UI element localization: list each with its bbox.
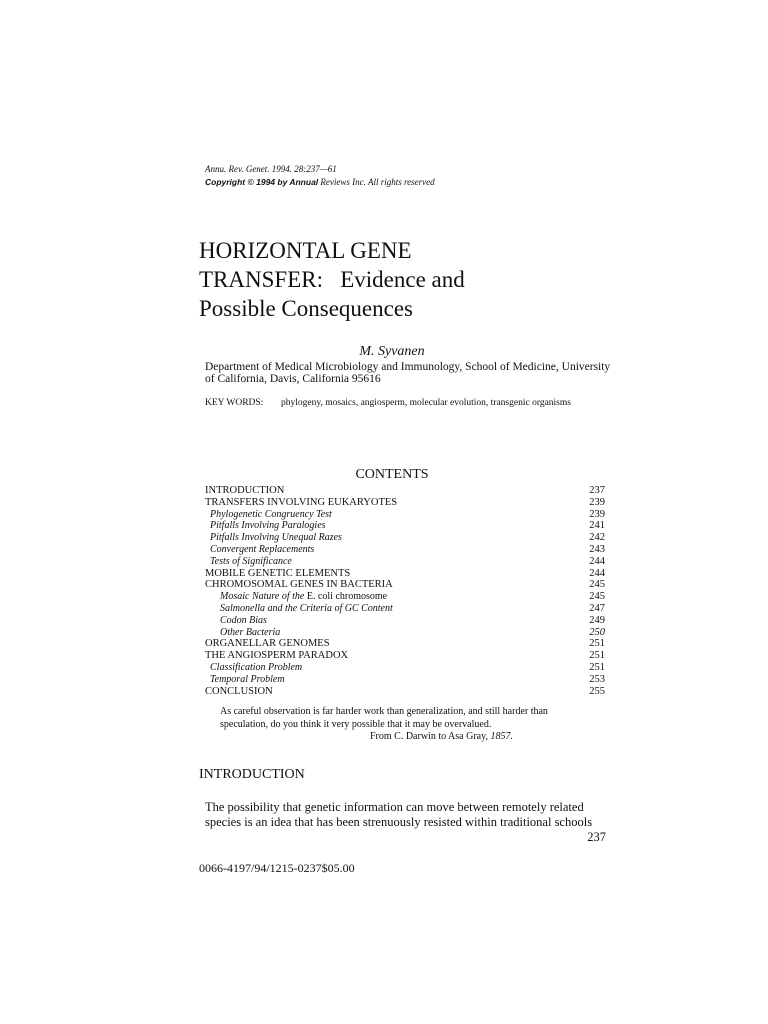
toc-entry xyxy=(205,638,605,650)
copyright-line xyxy=(205,177,435,187)
keywords xyxy=(205,398,571,408)
toc-entry xyxy=(205,497,605,509)
footer-code: 0066-4197/94/1215-0237$05.00 xyxy=(199,861,355,875)
toc-entry-page: 244 xyxy=(589,567,605,579)
toc-entry-title: Tests of Significance xyxy=(210,555,292,567)
toc-entry-title: Pitfalls Involving Paralogies xyxy=(210,520,326,532)
toc-entry xyxy=(205,532,605,544)
toc-entry-page: 245 xyxy=(589,579,605,591)
toc-entry-title xyxy=(205,603,393,615)
article-title xyxy=(199,236,465,323)
toc-entry xyxy=(205,520,605,532)
toc-entry-title xyxy=(205,591,387,603)
author-name: M. Syvanen xyxy=(359,344,425,359)
toc-entry-page: 251 xyxy=(589,638,605,650)
toc-entry xyxy=(205,603,605,615)
toc-entry xyxy=(205,579,605,591)
keywords-text: phylogeny, mosaics, angiosperm, molecular evolution, transgenic organisms xyxy=(281,398,571,408)
toc-entry-page: 255 xyxy=(589,685,605,697)
toc-entry-page: 251 xyxy=(589,661,605,673)
toc-entry-title: MOBILE GENETIC ELEMENTS xyxy=(205,567,351,579)
contents-heading: CONTENTS xyxy=(355,467,429,482)
toc-entry-title: Temporal Problem xyxy=(210,673,285,685)
toc-entry-page: 239 xyxy=(589,508,605,520)
toc-entry xyxy=(205,674,605,686)
toc-entry-title-italic: Codon Bias xyxy=(220,614,267,626)
epigraph-line: As careful observation is far harder work than generalization, and still harder than xyxy=(220,706,548,717)
toc-entry-page: 245 xyxy=(589,591,605,603)
toc-entry xyxy=(205,686,605,698)
toc-entry xyxy=(205,556,605,568)
epigraph-attribution xyxy=(220,731,580,744)
title-line: Possible Consequences xyxy=(199,296,414,321)
toc-entry-title-roman: E. coli chromosome xyxy=(304,591,388,603)
toc-entry-title: ORGANELLAR GENOMES xyxy=(205,638,330,650)
toc-entry-page: 239 xyxy=(589,496,605,508)
toc-entry-title-italic: Mosaic Nature of the xyxy=(220,591,305,603)
toc-entry-page: 247 xyxy=(589,602,605,614)
body-paragraph: The possibility that genetic information can move between remotely related species is an idea that has been strenuously resisted within traditional schools xyxy=(205,800,593,829)
toc-entry-page: 253 xyxy=(589,673,605,685)
toc-entry-title: INTRODUCTION xyxy=(205,485,285,496)
attribution-year: 1857. xyxy=(490,731,513,742)
toc-entry xyxy=(205,650,605,662)
toc-entry-title-italic: Other Bacteria xyxy=(220,626,281,638)
toc-entry-page: 237 xyxy=(589,485,605,496)
toc-entry xyxy=(205,615,605,627)
toc-entry-title xyxy=(205,627,280,639)
toc-entry-page: 251 xyxy=(589,650,605,662)
toc-entry xyxy=(205,662,605,674)
toc-entry xyxy=(205,591,605,603)
journal-reference: Annu. Rev. Genet. 1994. 28:237—61 xyxy=(205,164,337,174)
toc-entry-title xyxy=(205,615,267,627)
toc-entry-title: CHROMOSOMAL GENES IN BACTERIA xyxy=(205,579,393,591)
toc-entry-page: 241 xyxy=(589,520,605,532)
epigraph xyxy=(220,706,580,744)
page-number: 237 xyxy=(587,830,606,844)
section-heading: INTRODUCTION xyxy=(199,767,305,782)
attribution-text: From C. Darwin to Asa Gray, xyxy=(370,731,491,742)
toc-entry xyxy=(205,509,605,521)
toc-entry-title: Convergent Replacements xyxy=(210,543,315,555)
toc-entry-title: Phylogenetic Congruency Test xyxy=(210,508,332,520)
title-line: TRANSFER: Evidence and xyxy=(199,267,465,292)
toc-entry-title: TRANSFERS INVOLVING EUKARYOTES xyxy=(205,496,398,508)
toc-entry-page: 244 xyxy=(589,555,605,567)
toc-entry-title: THE ANGIOSPERM PARADOX xyxy=(205,650,349,662)
author-affiliation: Department of Medical Microbiology and Immunology, School of Medicine, University of California, Davis, California 95616 xyxy=(205,361,611,385)
toc-entry-page: 242 xyxy=(589,532,605,544)
toc-entry-title: CONCLUSION xyxy=(205,685,273,697)
toc-entry-page: 250 xyxy=(589,626,605,638)
toc-entry-page: 243 xyxy=(589,543,605,555)
copyright-rest: Reviews Inc. All rights reserved xyxy=(318,177,435,187)
table-of-contents xyxy=(205,485,605,697)
keywords-label: KEY WORDS: xyxy=(205,398,264,408)
toc-entry-title: Pitfalls Involving Unequal Razes xyxy=(210,532,342,544)
title-line: HORIZONTAL GENE xyxy=(199,238,412,263)
toc-entry-title-italic: Salmonella and the Criteria of GC Content xyxy=(220,602,393,614)
copyright-bold: Copyright © 1994 by Annual xyxy=(205,177,319,187)
toc-entry-title: Classification Problem xyxy=(210,661,303,673)
toc-entry-page: 249 xyxy=(589,614,605,626)
toc-entry xyxy=(205,485,605,497)
toc-entry xyxy=(205,627,605,639)
toc-entry xyxy=(205,568,605,580)
toc-entry xyxy=(205,544,605,556)
epigraph-line: speculation, do you think it very possible that it may be overvalued. xyxy=(220,718,492,730)
